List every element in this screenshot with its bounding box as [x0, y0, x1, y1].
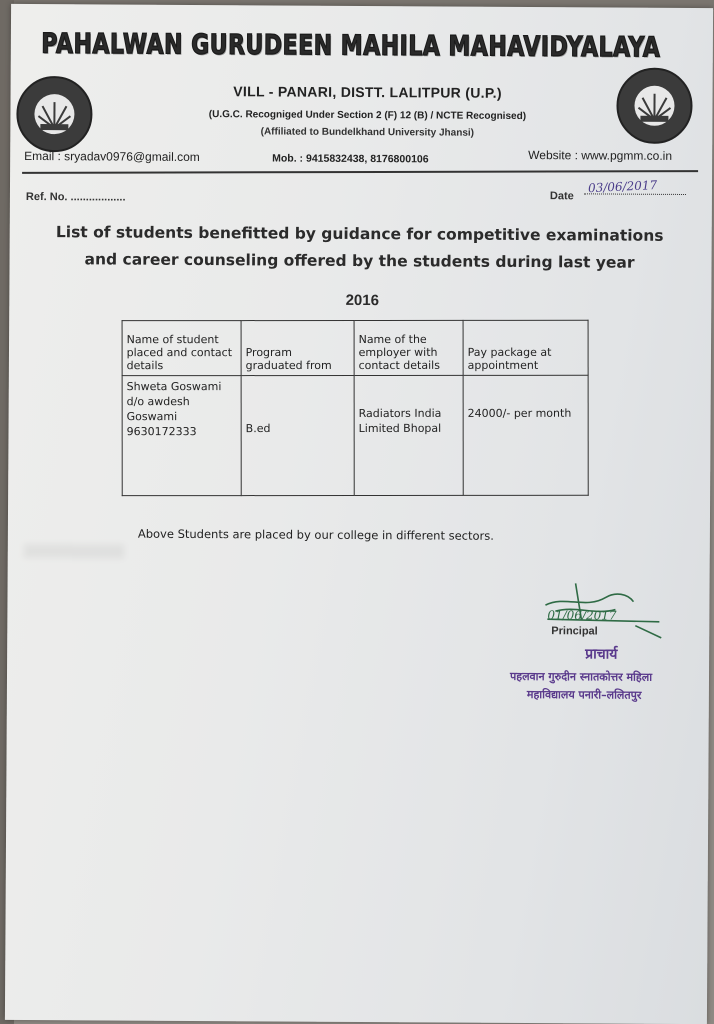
placement-table — [122, 320, 589, 496]
table-header-row — [122, 320, 588, 375]
heading-line-1: List of students benefitted by guidance for competitive examinations — [55, 223, 664, 245]
program-cell: B.ed — [241, 375, 354, 495]
header-divider — [22, 170, 698, 174]
college-name: PAHALWAN GURUDEEN MAHILA MAHAVIDYALAYA — [41, 28, 661, 64]
affiliation-text: (Affiliated to Bundelkhand University Jhansi) — [260, 126, 475, 139]
date-label: Date — [549, 190, 574, 203]
recognition-text: (U.G.C. Recogniged Under Section 2 (F) 12 (B) / NCTE Recognised) — [208, 109, 527, 123]
table-header: Name of the employer with contact details — [354, 320, 463, 375]
student-cell: Shweta Goswami d/o awdesh Goswami 9630172333 — [122, 376, 241, 496]
date-line — [584, 193, 686, 195]
stamp-line-1: पहलवान गुरुदीन स्नातकोत्तर महिला — [509, 669, 653, 684]
date-value: 03/06/2017 — [587, 178, 658, 196]
pay-cell: 24000/- per month — [463, 375, 588, 495]
stamp-line-2: महाविद्यालय पनारी–ललितपुर — [526, 688, 642, 702]
contact-email: Email : sryadav0976@gmail.com — [24, 148, 200, 165]
table-header: Name of student placed and contact details — [122, 321, 241, 376]
letterhead-page — [5, 4, 713, 1024]
table-row — [122, 375, 588, 495]
signature-date: 01/06/2017 — [547, 608, 617, 623]
contact-website: Website : www.pgmm.co.in — [528, 148, 673, 163]
ref-number: Ref. No. .................. — [25, 190, 126, 204]
faint-smudge — [24, 544, 124, 559]
contact-mobile: Mob. : 9415832438, 8176800106 — [272, 152, 429, 166]
stamp-title: प्राचार्य — [585, 646, 618, 663]
employer-cell: Radiators India Limited Bhopal — [354, 375, 463, 495]
placement-note: Above Students are placed by our college in different sectors. — [137, 526, 494, 543]
year-heading: 2016 — [345, 291, 380, 310]
college-address: VILL - PANARI, DISTT. LALITPUR (U.P.) — [233, 83, 502, 101]
heading-line-2: and career counseling offered by the students during last year — [84, 250, 635, 272]
table-header: Pay package at appointment — [463, 320, 588, 375]
table-header: Program graduated from — [241, 320, 354, 375]
principal-label: Principal — [551, 625, 598, 638]
